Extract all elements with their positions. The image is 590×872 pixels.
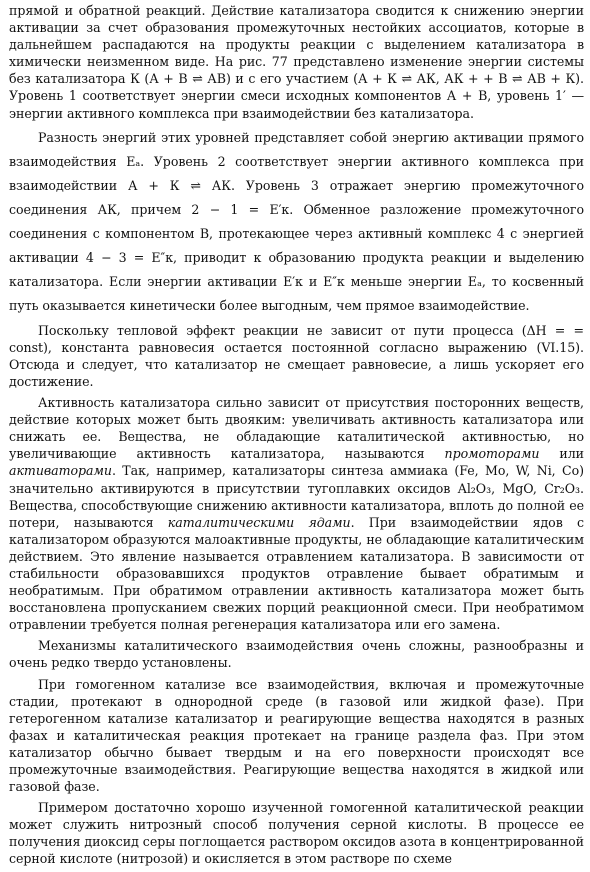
paragraph-activation-energy: Разность энергий этих уровней представляет собой энергию активации прямого взаимодействия Eₐ. Уровень 2 соответствует энергии активного комплекса при взаимодействии А + К ⇌ АК. Уровень 3 отражает энергию промежуточного соединения АК, причем 2 − 1 = E′к. Обменное разложение промежуточного соединения с компонентом В, протекающее через активный комплекс 4 с энергией активации 4 − 3 = E″к, приводит к образованию продукта реакции и выделению катализатора. Если энергии активации E′к и E″к меньше энергии Eₐ, то косвенный путь оказывается кинетически более выгодным, чем прямое взаимодействие.: [9, 129, 584, 313]
paragraph-promoters-poisons: Активность катализатора сильно зависит от присутствия посторонних веществ, действие которых может быть двояким: увеличивать активность катализатора или снижать ее. Вещества, не обладающие каталитической активностью, но увеличивающие активность катализатора, называются промоторами или активаторами. Так, например, катализаторы синтеза аммиака (Fe, Mo, W, Ni, Co) значительно активируются в присутствии тугоплавких оксидов Al₂O₃, MgO, Cr₂O₃. Вещества, способствующие снижению активности катализатора, вплоть до полной ее потери, называются каталитическими ядами. При взаимодействии ядов с катализатором образуются малоактивные продукты, не обладающие каталитическим действием. Это явление называется отравлением катализатора. В зависимости от стабильности образовавшихся продуктов отравление бывает обратимым и необратимым. При обратимом отравлении активность катализатора может быть восстановлена пропусканием свежих порций реакционной смеси. При необратимом отравлении требуется полная регенерация катализатора или его замена.: [9, 395, 584, 633]
paragraph-equilibrium: Поскольку тепловой эффект реакции не зависит от пути процесса (ΔH = = const), константа равновесия остается постоянной согласно выражению (VI.15). Отсюда и следует, что катализатор не смещает равновесие, а лишь ускоряет его достижение.: [9, 322, 584, 389]
paragraph-mechanisms: Механизмы каталитического взаимодействия очень сложны, разнообразны и очень редко твердо установлены.: [9, 638, 584, 671]
paragraph-nitrous-process: Примером достаточно хорошо изученной гомогенной каталитической реакции может служить нитрозный способ получения серной кислоты. В процессе ее получения диоксид серы поглощается раствором оксидов азота в концентрированной серной кислоте (нитрозой) и окисляется в этом растворе по схеме: [9, 800, 584, 867]
paragraph-catalyst-action: прямой и обратной реакций. Действие катализатора сводится к снижению энергии активации за счет образования промежуточных нестойких ассоциатов, которые в дальнейшем распадаются на продукты реакции с выделением катализатора в химически неизменном виде. На рис. 77 представлено изменение энергии системы без катализатора К (А + В ⇌ АВ) и с его участием (А + К ⇌ АК, АК + + В ⇌ АВ + К). Уровень 1 соответствует энергии смеси исходных компонентов А + В, уровень 1′ — энергии активного комплекса при взаимодействии без катализатора.: [9, 3, 584, 121]
paragraph-homogeneous-heterogeneous: При гомогенном катализе все взаимодействия, включая и промежуточные стадии, протекают в однородной среде (в газовой или жидкой фазе). При гетерогенном катализе катализатор и реагирующие вещества находятся в разных фазах и каталитическая реакция протекает на границе раздела фаз. При этом катализатор обычно бывает твердым и на его поверхности происходят все промежуточные взаимодействия. Реагирующие вещества находятся в жидкой или газовой фазе.: [9, 676, 584, 795]
